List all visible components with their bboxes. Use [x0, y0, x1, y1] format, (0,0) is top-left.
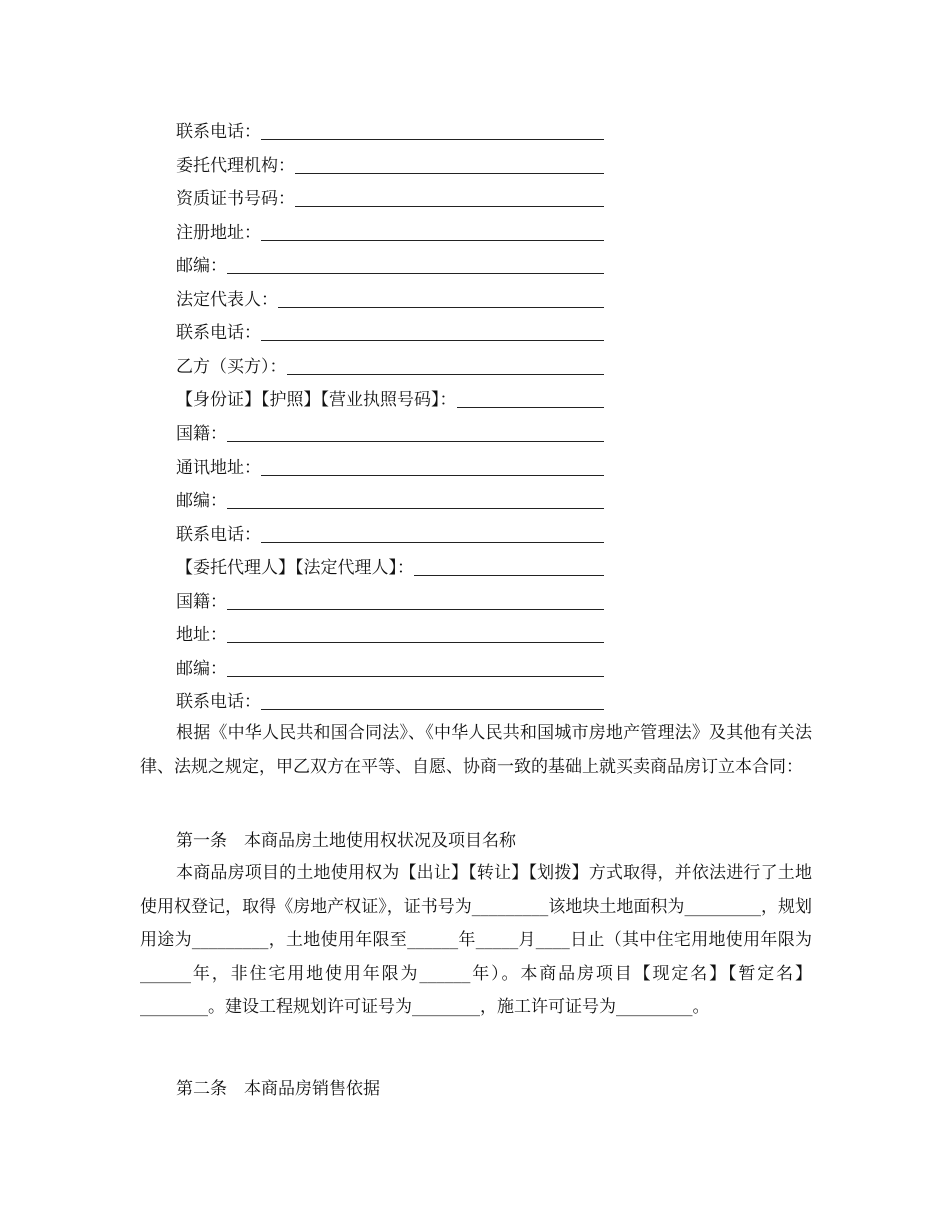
field-contact-phone [176, 683, 604, 713]
field-contact-phone [176, 516, 604, 546]
article-2-title: 第二条 本商品房销售依据 [176, 1079, 380, 1099]
fill-blank-line[interactable] [261, 475, 604, 476]
field-label: 国籍： [176, 592, 227, 612]
field-label: 乙方（买方）： [176, 357, 287, 377]
field-qualification-number [176, 180, 604, 210]
field-postcode [176, 650, 604, 680]
fill-blank-line[interactable] [278, 307, 604, 308]
fill-blank-line[interactable] [261, 240, 604, 241]
fill-blank-line[interactable] [287, 374, 605, 375]
field-label: 联系电话： [176, 525, 261, 545]
field-label: 地址： [176, 625, 227, 645]
fill-blank-line[interactable] [227, 642, 604, 643]
fill-blank-line[interactable] [227, 441, 604, 442]
field-contact-phone [176, 314, 604, 344]
field-label: 国籍： [176, 424, 227, 444]
field-label: 联系电话： [176, 692, 261, 712]
field-postcode [176, 482, 604, 512]
field-label: 邮编： [176, 256, 227, 276]
fill-blank-line[interactable] [414, 575, 604, 576]
field-label: 委托代理机构： [176, 156, 295, 176]
field-id-document [176, 381, 604, 411]
fill-blank-line[interactable] [295, 206, 604, 207]
field-address [176, 616, 604, 646]
field-label: 联系电话： [176, 323, 261, 343]
field-label: 资质证书号码： [176, 189, 295, 209]
preamble-paragraph: 根据《中华人民共和国合同法》、《中华人民共和国城市房地产管理法》及其他有关法律、法规之规定，甲乙双方在平等、自愿、协商一致的基础上就买卖商品房订立本合同： [140, 723, 812, 777]
field-label: 法定代表人： [176, 290, 278, 310]
fill-blank-line[interactable] [227, 508, 604, 509]
field-label: 邮编： [176, 659, 227, 679]
field-label: 【身份证】【护照】【营业执照号码】： [176, 390, 457, 410]
field-label: 联系电话： [176, 122, 261, 142]
field-label: 注册地址： [176, 223, 261, 243]
field-party-b-buyer [176, 348, 604, 378]
field-contact-phone [176, 113, 604, 143]
field-postcode [176, 247, 604, 277]
article-1-body: 本商品房项目的土地使用权为【出让】【转让】【划拨】方式取得，并依法进行了土地使用权登记，取得《房地产权证》，证书号为_________该地块土地面积为_________，规划用途为_________，土地使用年限至______年_____月____日止（其中住宅用地使用年限为______年，非住宅用地使用年限为______年）。本商品房项目【现定名】【暂定名】________。建设工程规划许可证号为________，施工许可证号为_________。 [140, 863, 812, 1017]
fill-blank-line[interactable] [261, 542, 604, 543]
field-label: 通讯地址： [176, 458, 261, 478]
field-registered-address [176, 214, 604, 244]
fill-blank-line[interactable] [227, 609, 604, 610]
field-label: 邮编： [176, 491, 227, 511]
field-agency [176, 147, 604, 177]
fill-blank-line[interactable] [227, 676, 604, 677]
field-agent [176, 549, 604, 579]
fill-blank-line[interactable] [261, 139, 604, 140]
article-1-title: 第一条 本商品房土地使用权状况及项目名称 [176, 831, 516, 851]
fill-blank-line[interactable] [295, 173, 604, 174]
field-label: 【委托代理人】【法定代理人】： [176, 558, 414, 578]
fill-blank-line[interactable] [457, 407, 605, 408]
fill-blank-line[interactable] [227, 273, 604, 274]
field-mailing-address [176, 449, 604, 479]
fill-blank-line[interactable] [261, 709, 604, 710]
field-nationality [176, 415, 604, 445]
field-nationality [176, 583, 604, 613]
field-legal-representative [176, 281, 604, 311]
fill-blank-line[interactable] [261, 340, 604, 341]
